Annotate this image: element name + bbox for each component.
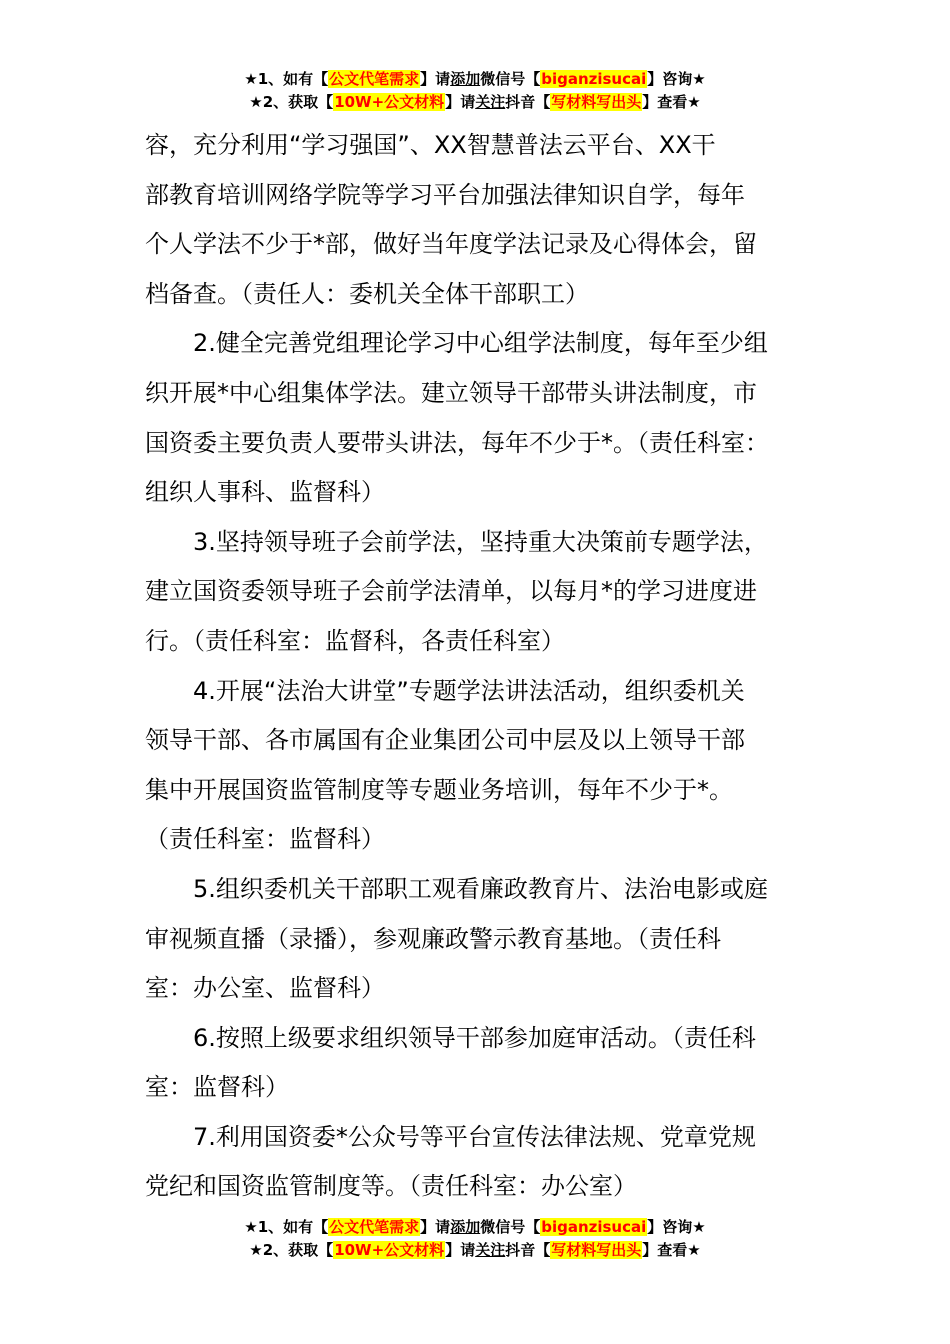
banner-highlight: biganzisucai <box>541 70 647 88</box>
body-line: 3.坚持领导班子会前学法，坚持重大决策前专题学法， <box>193 527 768 556</box>
banner-line-1: ★1、如有【公文代笔需求】请添加微信号【biganzisucai】咨询★ <box>244 1218 706 1236</box>
body-line: 领导干部、各市属国有企业集团公司中层及以上领导干部 <box>145 726 745 755</box>
body-line: 室：办公室、监督科） <box>145 974 385 1003</box>
banner-line-1: ★1、如有【公文代笔需求】请添加微信号【biganzisucai】咨询★ <box>244 70 706 88</box>
body-line: 组织人事科、监督科） <box>145 478 385 507</box>
body-line: 容，充分利用“学习强国”、XX智慧普法云平台、XX干 <box>145 131 716 159</box>
body-line: 行。（责任科室：监督科，各责任科室） <box>145 626 565 655</box>
body-line: 7.利用国资委*公众号等平台宣传法律法规、党章党规 <box>193 1122 756 1151</box>
body-line: 党纪和国资监管制度等。（责任科室：办公室） <box>145 1172 637 1201</box>
body-line: 2.健全完善党组理论学习中心组学法制度，每年至少组 <box>193 329 768 358</box>
banner-highlight: 10W+公文材料 <box>334 1241 445 1259</box>
body-line: 审视频直播（录播），参观廉政警示教育基地。（责任科 <box>145 924 721 953</box>
body-line: 部教育培训网络学院等学习平台加强法律知识自学，每年 <box>145 180 745 209</box>
banner-highlight: 写材料写出头 <box>551 1241 642 1259</box>
body-line: 5.组织委机关干部职工观看廉政教育片、法治电影或庭 <box>193 874 768 903</box>
banner-line-2: ★2、获取【10W+公文材料】请关注抖音【写材料写出头】查看★ <box>249 93 701 111</box>
banner-line-2: ★2、获取【10W+公文材料】请关注抖音【写材料写出头】查看★ <box>249 1241 701 1259</box>
body-line: 织开展*中心组集体学法。建立领导干部带头讲法制度，市 <box>145 378 757 407</box>
banner-highlight: 公文代笔需求 <box>329 1218 420 1236</box>
body-line: 建立国资委领导班子会前学法清单，以每月*的学习进度进 <box>145 577 757 606</box>
body-line: 档备查。（责任人：委机关全体干部职工） <box>145 279 589 308</box>
body-line: 4.开展“法治大讲堂”专题学法讲法活动，组织委机关 <box>193 676 745 705</box>
body-line: 国资委主要负责人要带头讲法，每年不少于*。（责任科室： <box>145 428 769 457</box>
banner-highlight: 公文代笔需求 <box>329 70 420 88</box>
body-line: 集中开展国资监管制度等专题业务培训，每年不少于*。 <box>145 775 733 804</box>
banner-highlight: 10W+公文材料 <box>334 93 445 111</box>
body-line: （责任科室：监督科） <box>145 825 385 854</box>
footer-banner <box>0 1216 950 1262</box>
banner-highlight: 写材料写出头 <box>551 93 642 111</box>
body-line: 个人学法不少于*部，做好当年度学法记录及心得体会，留 <box>145 230 757 259</box>
header-banner <box>0 68 950 114</box>
document-body <box>145 121 835 1212</box>
body-line: 室：监督科） <box>145 1073 289 1102</box>
body-line: 6.按照上级要求组织领导干部参加庭审活动。（责任科 <box>193 1023 756 1052</box>
banner-highlight: biganzisucai <box>541 1218 647 1236</box>
